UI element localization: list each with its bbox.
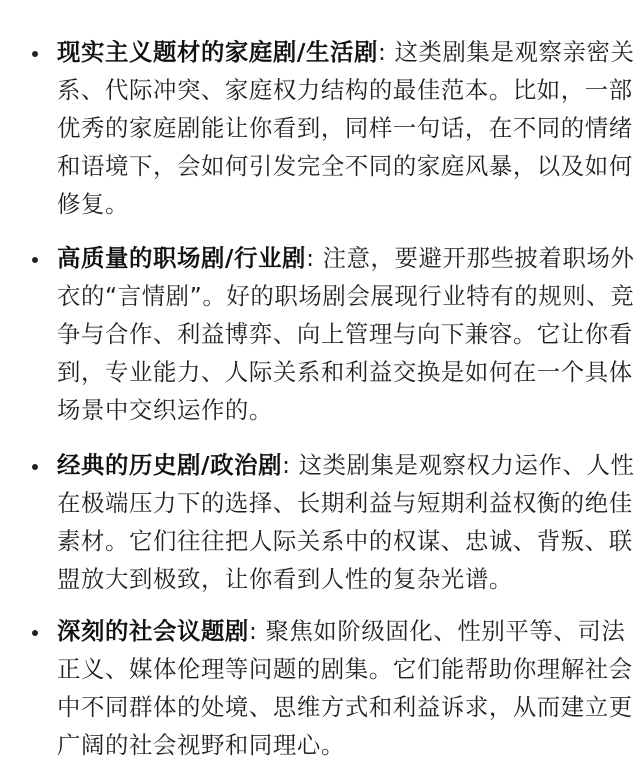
bullet-icon bbox=[32, 630, 38, 636]
list-item-term: 高质量的职场剧/行业剧 bbox=[57, 244, 307, 272]
list-item-text bbox=[57, 446, 640, 598]
list-item-text bbox=[57, 33, 640, 223]
bullet-icon bbox=[32, 464, 38, 470]
list-item-description: : 这类剧集是观察权力运作、人性在极端压力下的选择、长期利益与短期利益权衡的绝佳素材。它们往往把人际关系中的权谋、忠诚、背叛、联盟放大到极致，让你看到人性的复杂光谱。 bbox=[57, 451, 635, 593]
list-item-text bbox=[57, 239, 640, 429]
list-item-term: 深刻的社会议题剧 bbox=[57, 617, 249, 645]
list-item-term: 经典的历史剧/政治剧 bbox=[57, 451, 283, 479]
list-item-description: : 注意，要避开那些披着职场外衣的“言情剧”。好的职场剧会展现行业特有的规则、竞争与合作、利益博弈、向上管理与向下兼容。它让你看到，专业能力、人际关系和利益交换是如何在一个具体场景中交织运作的。 bbox=[57, 244, 635, 424]
list-item-description: : 这类剧集是观察亲密关系、代际冲突、家庭权力结构的最佳范本。比如，一部优秀的家庭剧能让你看到，同样一句话，在不同的情绪和语境下，会如何引发完全不同的家庭风暴，以及如何修复。 bbox=[57, 38, 635, 218]
bullet-icon bbox=[32, 257, 38, 263]
list-item-description: : 聚焦如阶级固化、性别平等、司法正义、媒体伦理等问题的剧集。它们能帮助你理解社会中不同群体的处境、思维方式和利益诉求，从而建立更广阔的社会视野和同理心。 bbox=[57, 617, 633, 759]
bullet-icon bbox=[32, 51, 38, 57]
list-item-term: 现实主义题材的家庭剧/生活剧 bbox=[57, 38, 379, 66]
list-item-text bbox=[57, 612, 640, 764]
